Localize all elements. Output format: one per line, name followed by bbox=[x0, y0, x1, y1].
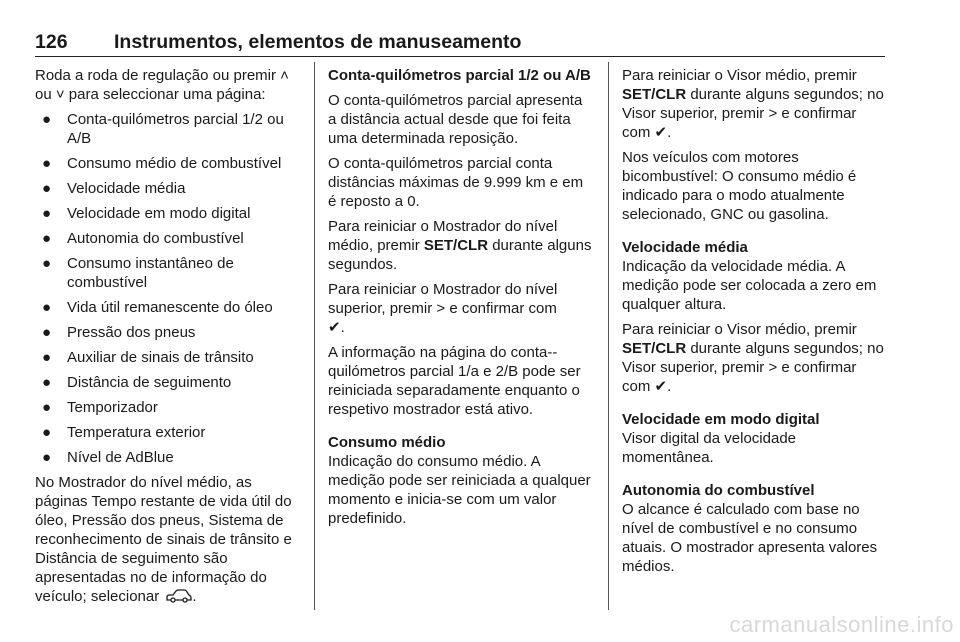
paragraph: Nos veículos com motores bicombustível: O consumo médio é indicado para o modo atualmente selecionado, GNC ou gasolina. bbox=[622, 149, 857, 223]
paragraph: Indicação da velocidade média. A medição pode ser colocada a zero em qualquer altura. bbox=[622, 258, 877, 313]
list-item: ● Distância de seguimento bbox=[42, 374, 232, 391]
right-chevron-icon: > bbox=[768, 105, 778, 122]
list-item: ● Consumo instantâneo de combustível bbox=[42, 255, 234, 291]
column-divider bbox=[314, 62, 315, 610]
page-list bbox=[35, 110, 303, 467]
list-item: ● Temporizador bbox=[42, 399, 158, 416]
closing-paragraph: No Mostrador do nível médio, as páginas Tempo restante de vida útil do óleo, Pressão dos pneus, Sistema de reconhecimento de sinais de trânsito e Distância de seguimento são apresentadas no de informação do veículo; selecionar . bbox=[35, 474, 292, 605]
intro-paragraph: Roda a roda de regulação ou premir ˄ ou ˅ para seleccionar uma página: bbox=[35, 67, 289, 103]
watermark: carmanualsonline.info bbox=[729, 612, 954, 637]
check-icon: ✔ bbox=[328, 319, 341, 336]
list-item: ● Auxiliar de sinais de trânsito bbox=[42, 349, 254, 366]
page-number: 126 bbox=[35, 31, 68, 53]
car-icon bbox=[166, 589, 192, 603]
header-rule bbox=[35, 56, 885, 57]
list-item: ● Conta-quilómetros parcial 1/2 ou A/B bbox=[42, 111, 284, 147]
column-2 bbox=[328, 66, 592, 534]
check-icon: ✔ bbox=[654, 378, 668, 395]
page-header bbox=[35, 30, 885, 54]
list-item: ● Consumo médio de combustível bbox=[42, 155, 282, 172]
section-heading: Velocidade em modo digital bbox=[622, 411, 820, 428]
check-icon: ✔ bbox=[654, 124, 668, 141]
page-title: Instrumentos, elementos de manuseamento bbox=[114, 31, 522, 53]
paragraph: O conta-quilómetros parcial apresenta a distância actual desde que foi feita uma determinada reposição. bbox=[328, 92, 583, 147]
list-item: ● Velocidade média bbox=[42, 180, 186, 197]
section-heading: Consumo médio bbox=[328, 434, 446, 451]
section-heading: Conta-quilómetros parcial 1/2 ou A/B bbox=[328, 67, 591, 84]
paragraph: O alcance é calculado com base no nível de combustível e no consumo atuais. O mostrador apresenta valores médios. bbox=[622, 501, 878, 575]
key-label: SET/CLR bbox=[622, 340, 687, 357]
paragraph: O conta-quilómetros parcial conta distâncias máximas de 9.999 km e em é reposto a 0. bbox=[328, 155, 584, 210]
list-item: ● Pressão dos pneus bbox=[42, 324, 196, 341]
paragraph: Para reiniciar o Mostrador do nível médio, premir SET/CLR durante alguns segundos. bbox=[328, 218, 592, 273]
list-item: ● Autonomia do combustível bbox=[42, 230, 244, 247]
list-item: ● Nível de AdBlue bbox=[42, 449, 174, 466]
column-divider bbox=[608, 62, 609, 610]
key-label: SET/CLR bbox=[622, 86, 687, 103]
paragraph: Indicação do consumo médio. A medição pode ser reiniciada a qualquer momento e inicia-se com um valor predefinido. bbox=[328, 453, 591, 527]
up-chevron-icon: ˄ bbox=[280, 67, 289, 84]
section-heading: Velocidade média bbox=[622, 239, 748, 256]
list-item: ● Velocidade em modo digital bbox=[42, 205, 251, 222]
down-chevron-icon: ˅ bbox=[55, 86, 65, 103]
paragraph: Para reiniciar o Mostrador do nível superior, premir > e confirmar com ✔. bbox=[328, 281, 558, 336]
paragraph: Para reiniciar o Visor médio, premir SET/CLR durante alguns segundos; no Visor superior, premir > e confirmar com ✔. bbox=[622, 321, 884, 395]
column-1 bbox=[35, 66, 303, 612]
column-3 bbox=[622, 66, 888, 582]
paragraph: Visor digital da velocidade momentânea. bbox=[622, 430, 797, 466]
right-chevron-icon: > bbox=[768, 359, 778, 376]
right-chevron-icon: > bbox=[436, 300, 446, 317]
list-item: ● Vida útil remanescente do óleo bbox=[42, 299, 273, 316]
key-label: SET/CLR bbox=[423, 237, 489, 254]
section-heading: Autonomia do combustível bbox=[622, 482, 815, 499]
paragraph: A informação na página do conta--quilómetros parcial 1/a e 2/B pode ser reiniciada separadamente enquanto o respetivo mostrador está ativo. bbox=[328, 344, 581, 418]
paragraph: Para reiniciar o Visor médio, premir SET/CLR durante alguns segundos; no Visor superior, premir > e confirmar com ✔. bbox=[622, 67, 884, 141]
list-item: ● Temperatura exterior bbox=[42, 424, 206, 441]
